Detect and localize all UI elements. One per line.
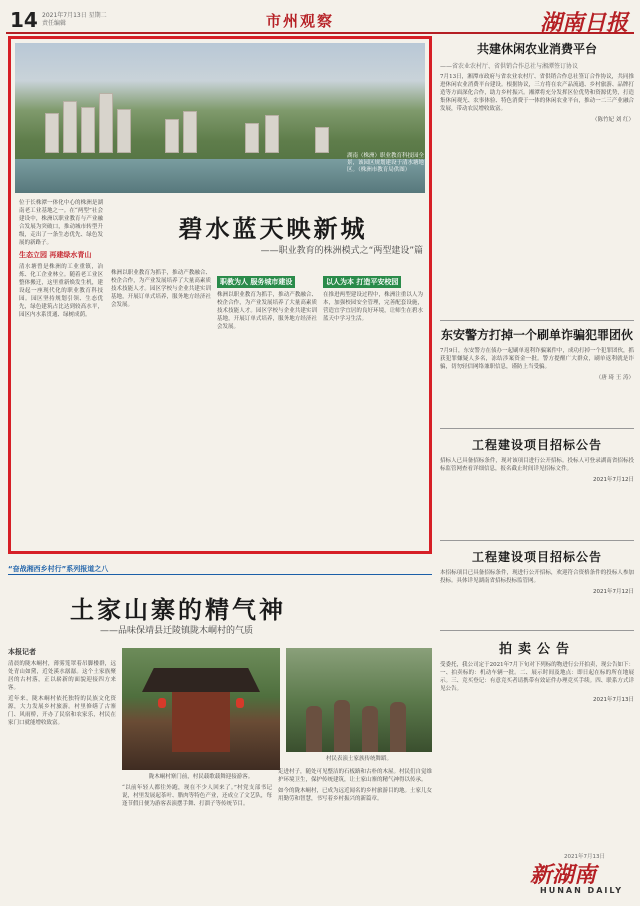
notice1-date: 2021年7月12日 — [593, 477, 634, 483]
lower-body-1: 清晨的陇木峒村，薄雾笼罩着吊脚楼群，远处青山如黛，近处溪水潺潺。这个土家族聚居的古村落，正以崭新的面貌迎接四方来客。 — [8, 661, 116, 691]
story-fraud-gang — [440, 326, 634, 381]
issue-date — [42, 12, 107, 28]
lower-subheadline: ——品味保靖县迁陵镇陇木峒村的气质 — [100, 626, 254, 636]
auction-body: 受委托，我公司定于2021年7月下旬对下列标的物进行公开拍卖，现公告如下：一、拍卖标的：机动车辆一批。二、展示时间及地点：即日起在标的所在地展示。三、竞买登记：有意竞买者请携带有效证件办理竞买手续。四、联系方式详见公告。 — [440, 662, 634, 692]
dance-photo — [286, 648, 432, 752]
lead-headline: 碧水蓝天映新城 — [178, 215, 368, 243]
lower-right-column — [278, 768, 432, 896]
divider-1 — [440, 320, 634, 321]
lower-left-column — [8, 644, 116, 896]
lead-subhead-3: 以人为本 打造平安校园 — [323, 276, 401, 288]
lead-photo — [15, 43, 425, 193]
notice1-body: 招标人已具备招标条件，现对该项目进行公开招标。投标人可登录湖南省招标投标监管网查看详细信息，报名截止时间详见招标文件。 — [440, 458, 634, 472]
lower-body-3: “以前年轻人都往外跑，现在不少人回来了。”村党支部书记说，村里发展起茶叶、腊肉等特色产业，还成立了文艺队，每逢节假日便为游客表演摆手舞、打溜子等传统节目。 — [122, 785, 272, 807]
auction-date: 2021年7月13日 — [593, 697, 634, 703]
page-header — [6, 4, 634, 34]
series-tag: “奋战湘西乡村行”系列报道之八 — [8, 565, 109, 573]
village-gate-photo — [122, 648, 280, 770]
page-number: 14 — [10, 8, 38, 32]
notice-2 — [440, 548, 634, 595]
story-agri-platform — [440, 40, 634, 123]
village-gate-caption: 陇木峒村寨门前，村民载歌载舞迎接游客。 — [148, 774, 254, 780]
lead-body-3: 在推进两型建设过程中，株洲注重以人为本，加强校园安全管理，完善配套设施，营造宜学宜居的良好环境，让师生在碧水蓝天中学习生活。 — [323, 292, 423, 322]
lead-photo-caption: 湖南（株洲）职业教育科技园全景，该园区规划建设于清水塘地区。（株洲市教育局供图） — [347, 153, 425, 173]
lead-body-columns — [111, 249, 425, 549]
lower-body-2: 近年来，陇木峒村依托独特的民族文化资源，大力发展乡村旅游。村里修缮了古寨门、风雨桥，开办了民宿和农家乐，村民在家门口就能增收致富。 — [8, 696, 116, 726]
footer-date: 2021年7月13日 — [564, 854, 605, 860]
lower-byline: 本报记者 — [8, 648, 36, 656]
section-title: 市州观察 — [266, 12, 335, 30]
notice1-title: 工程建设项目招标公告 — [471, 438, 602, 452]
auction-notice — [440, 638, 634, 848]
notice-1 — [440, 436, 634, 483]
footer-english-name: HUNAN DAILY — [540, 886, 624, 895]
lead-body-1: 清水塘曾是株洲的工业重镇，冶炼、化工企业林立。随着老工业区整体搬迁，这里重新焕发生机，建设起一座现代化的职业教育科技园。园区坚持规划引领、生态优先，绿色建筑占比达到较高水平，园区内水系贯通、绿树成荫。 — [19, 264, 103, 318]
notice2-body: 本招标项目已具备招标条件，现进行公开招标，欢迎符合资格条件的投标人参加投标。具体详见湖南省招标投标监管网。 — [440, 570, 634, 584]
story1-signoff: （陈竹妃 刘 红） — [592, 117, 634, 123]
lead-subheadline: ——职业教育的株洲模式之“两型建设”篇 — [260, 246, 423, 256]
lead-body-2b: 株洲以职业教育为抓手，推动产教融合、校企合作，为产业发展培养了大量高素质技术技能人才。园区学校与企业共建实训基地，开展订单式培养，服务地方经济社会发展。 — [217, 292, 317, 330]
notice2-title: 工程建设项目招标公告 — [471, 550, 602, 564]
lower-body-5: 如今的陇木峒村，已成为远近闻名的乡村旅游目的地。土家儿女用勤劳和智慧，书写着乡村振兴的新篇章。 — [278, 788, 432, 802]
lower-mid-column — [122, 784, 272, 896]
lead-intro: 位于长株潭一体化中心的株洲是湖南老工业基地之一。在“两型”社会建设中，株洲以职业教育与产业融合发展为突破口，推动城市转型升级，走出了一条生态优先、绿色发展的新路子。 — [19, 200, 103, 246]
story1-headline: 共建休闲农业消费平台 — [476, 42, 597, 56]
lower-headline[interactable]: 土家山寨的精气神 — [70, 596, 286, 624]
story1-body: 7月13日，湘潭市政府与省农业农村厅、省供销合作总社签订合作协议，共同推进休闲农业消费平台建设。根据协议，三方将在农产品流通、乡村旅游、品牌打造等方面深化合作，助力乡村振兴。湘潭将充分发挥区位优势和资源优势，打造集休闲观光、农事体验、特色消费于一体的休闲农业平台，推动一二三产业融合发展，带动农民增收致富。 — [440, 74, 634, 112]
story2-signoff: （唐 琦 王 涛） — [595, 375, 634, 381]
lead-story[interactable] — [8, 36, 432, 554]
lead-subhead-2: 职教为人 服务城市建设 — [217, 276, 295, 288]
dance-caption: 村民表演土家族传统舞蹈。 — [325, 756, 392, 762]
lead-left-column — [19, 199, 103, 549]
footer-logo: 新湖南 — [530, 862, 597, 888]
divider-3 — [440, 540, 634, 541]
divider-2 — [440, 428, 634, 429]
divider-4 — [440, 630, 634, 631]
lead-subhead-1: 生态立园 再建绿水青山 — [19, 251, 92, 259]
masthead-logo: 湖南日报 — [539, 10, 628, 36]
story2-body: 7月9日，东安警方在侦办一起刷单返利诈骗案件中，成功打掉一个犯罪团伙，抓获犯罪嫌疑人多名，冻结涉案资金一批。警方提醒广大群众，刷单返利就是诈骗，切勿轻信网络兼职信息，谨防上当受骗。 — [440, 348, 635, 370]
story2-headline: 东安警方打掉一个刷单诈骗犯罪团伙 — [440, 328, 633, 342]
issue-date-line2: 责任编辑 — [42, 20, 67, 27]
lower-body-4: 走进村子，随处可见整洁的石板路和古朴的木屋。村民们自觉维护环境卫生，保护传统建筑，让土家山寨的精气神得以传承。 — [278, 769, 432, 783]
story1-subheadline: ——省农业农村厅、省供销合作总社与湘潭签订协议 — [440, 63, 579, 70]
notice2-date: 2021年7月12日 — [593, 589, 634, 595]
auction-title: 拍卖公告 — [498, 642, 575, 657]
lead-body-2: 株洲以职业教育为抓手，推动产教融合、校企合作，为产业发展培养了大量高素质技术技能人才。园区学校与企业共建实训基地，开展订单式培养，服务地方经济社会发展。 — [111, 270, 211, 308]
issue-date-line1: 2021年7月13日 星期二 — [42, 12, 107, 19]
series-tag-rule — [8, 574, 432, 575]
